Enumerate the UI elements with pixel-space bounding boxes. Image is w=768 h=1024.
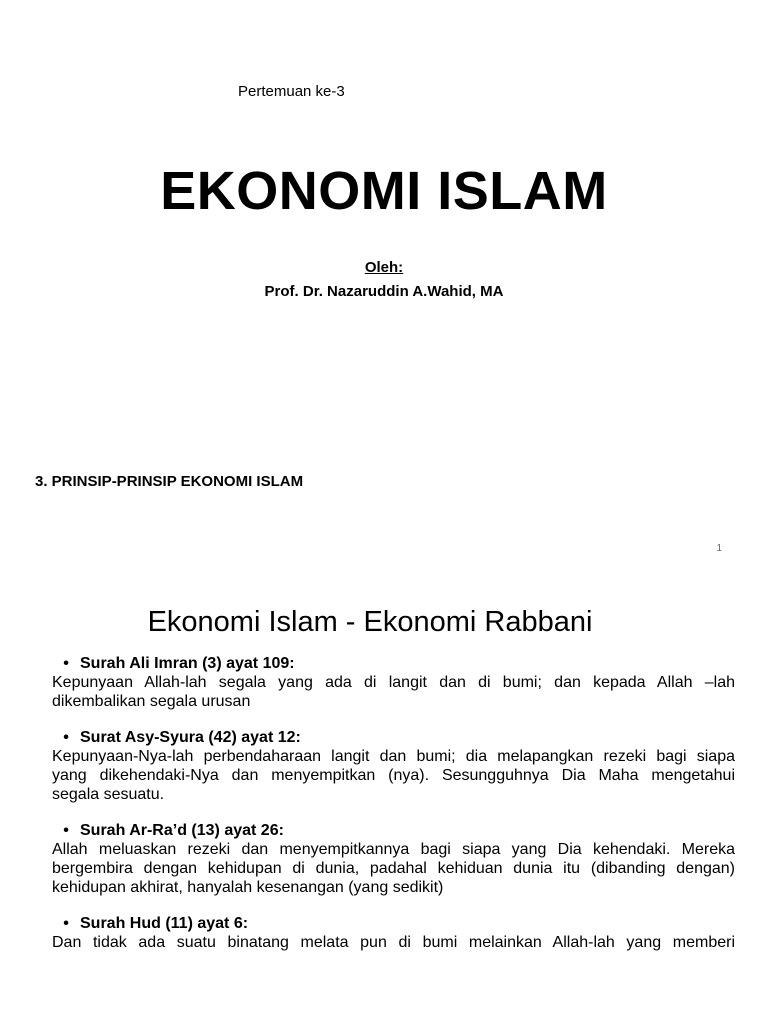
page-number: 1 xyxy=(716,543,722,554)
verse-reference xyxy=(52,654,735,673)
presentation-title: EKONOMI ISLAM xyxy=(160,161,608,221)
verse-list xyxy=(52,654,735,969)
verse-line: kehidupan akhirat, hanyalah kesenangan (yang sedikit) xyxy=(52,879,444,896)
verse-line: yang dikehendaki-Nya dan menyempitkan (nya). Sesungguhnya Dia Maha mengetahui xyxy=(52,767,735,784)
verse-reference xyxy=(52,914,735,933)
verse-reference-text: Surah Ar-Ra’d (13) ayat 26: xyxy=(80,822,284,839)
verse-line: Kepunyaan Allah-lah segala yang ada di langit dan di bumi; dan kepada Allah –lah xyxy=(52,674,735,691)
verse-line: bergembira dengan kehidupan di dunia, padahal kehiduan dunia itu (dibanding dengan) xyxy=(52,860,735,877)
author-name: Prof. Dr. Nazaruddin A.Wahid, MA xyxy=(264,283,504,300)
verse-item xyxy=(52,728,735,804)
verse-text xyxy=(52,933,735,952)
verse-reference-text: Surat Asy-Syura (42) ayat 12: xyxy=(80,729,301,746)
content-slide xyxy=(0,575,768,1024)
verse-item xyxy=(52,654,735,711)
bullet-icon: • xyxy=(63,655,69,672)
verse-reference xyxy=(52,728,735,747)
verse-text xyxy=(52,747,735,804)
verse-item xyxy=(52,914,735,952)
verse-text xyxy=(52,673,735,711)
slide-title: Ekonomi Islam - Ekonomi Rabbani xyxy=(147,606,593,638)
verse-reference xyxy=(52,821,735,840)
verse-line: Dan tidak ada suatu binatang melata pun di bumi melainkan Allah-lah yang memberi xyxy=(52,934,735,951)
verse-reference-text: Surah Ali Imran (3) ayat 109: xyxy=(80,655,295,672)
meeting-label: Pertemuan ke-3 xyxy=(238,83,345,100)
verse-line: segala sesuatu. xyxy=(52,786,165,803)
verse-reference-text: Surah Hud (11) ayat 6: xyxy=(80,915,249,932)
author-label: Oleh: xyxy=(364,259,404,276)
bullet-icon: • xyxy=(63,729,69,746)
section-heading: 3. PRINSIP-PRINSIP EKONOMI ISLAM xyxy=(35,473,304,490)
bullet-icon: • xyxy=(63,822,69,839)
verse-line: Allah meluaskan rezeki dan menyempitkannya bagi siapa yang Dia kehendaki. Mereka xyxy=(52,841,735,858)
verse-line: dikembalikan segala urusan xyxy=(52,693,251,710)
bullet-icon: • xyxy=(63,915,69,932)
verse-item xyxy=(52,821,735,897)
verse-line: Kepunyaan-Nya-lah perbendaharaan langit dan bumi; dia melapangkan rezeki bagi siapa xyxy=(52,748,735,765)
verse-text xyxy=(52,840,735,897)
